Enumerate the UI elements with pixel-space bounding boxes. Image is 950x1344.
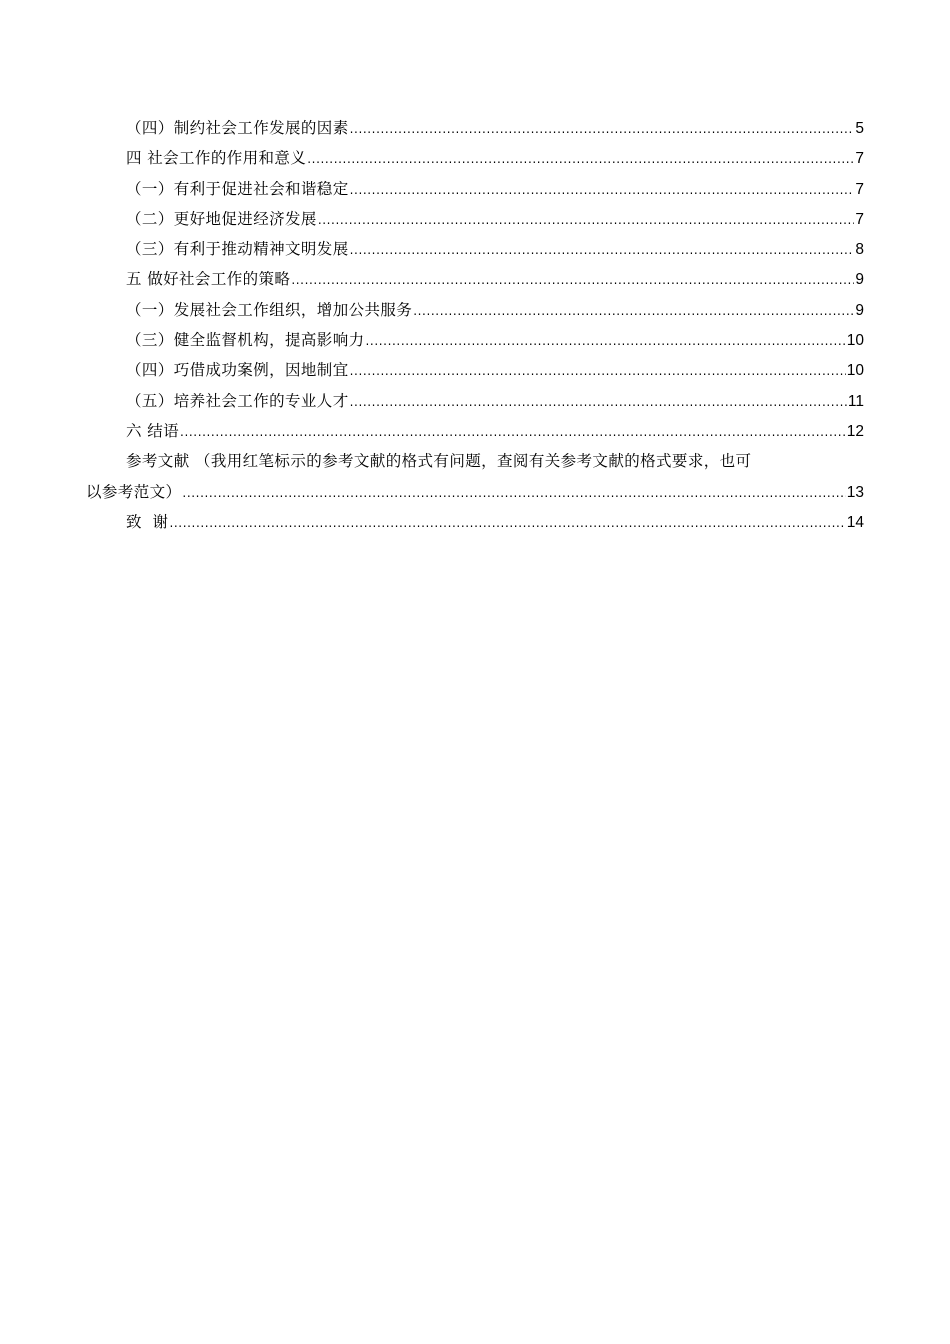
toc-leader-dots [180,417,846,447]
toc-entry-label: 致 谢 [126,512,169,531]
toc-entry-page: 7 [855,150,864,168]
toc-entry-label: （四）巧借成功案例，因地制宜 [126,361,349,380]
toc-leader-dots [350,235,855,265]
toc-entry-label: 六 结语 [126,421,180,440]
toc-entry-label: 以参考范文） [86,482,182,501]
toc-entry-references-line1[interactable] [86,446,864,476]
toc-entry-page: 11 [847,392,864,410]
toc-entry[interactable] [86,386,864,416]
toc-leader-dots [366,326,846,356]
toc-leader-dots [350,175,855,205]
toc-entry[interactable] [86,416,864,446]
toc-entry-label: （一）有利于促进社会和谐稳定 [126,179,349,198]
toc-entry[interactable] [86,355,864,385]
toc-entry[interactable] [86,234,864,264]
table-of-contents [86,113,864,537]
toc-entry-page: 9 [855,271,864,289]
toc-entry-thanks[interactable] [86,507,864,537]
toc-leader-dots [291,265,854,295]
toc-entry-label: （二）更好地促进经济发展 [126,209,317,228]
toc-entry[interactable] [86,295,864,325]
toc-leader-dots [350,114,855,144]
toc-entry-page: 14 [846,513,864,531]
toc-entry-label: （四）制约社会工作发展的因素 [126,119,349,137]
toc-leader-dots [169,508,845,538]
toc-leader-dots [182,478,845,508]
toc-entry-label: 四 社会工作的作用和意义 [126,149,307,168]
toc-entry[interactable] [86,204,864,234]
toc-entry-page: 8 [855,241,864,259]
toc-entry[interactable] [86,113,864,143]
toc-entry-references-line2[interactable] [86,477,864,507]
toc-leader-dots [413,296,854,326]
toc-entry-page: 7 [855,210,864,228]
toc-entry-label: （三）有利于推动精神文明发展 [126,240,349,259]
toc-entry-label: 参考文献 （我用红笔标示的参考文献的格式有问题，查阅有关参考文献的格式要求，也可 [126,452,752,471]
toc-leader-dots [307,144,854,174]
toc-leader-dots [318,205,855,235]
toc-entry[interactable] [86,264,864,294]
toc-entry-page: 7 [855,180,864,198]
toc-entry[interactable] [86,174,864,204]
toc-entry-label: 五 做好社会工作的策略 [126,270,291,289]
toc-entry[interactable] [86,325,864,355]
toc-entry[interactable] [86,143,864,173]
toc-entry-page: 5 [855,120,864,137]
toc-entry-page: 9 [855,301,864,319]
toc-entry-page: 12 [846,422,864,440]
toc-entry-label: （一）发展社会工作组织，增加公共服务 [126,300,413,319]
toc-entry-page: 10 [846,332,864,350]
toc-leader-dots [350,356,846,386]
toc-entry-label: （五）培养社会工作的专业人才 [126,391,349,410]
toc-entry-label: （三）健全监督机构，提高影响力 [126,331,365,350]
toc-leader-dots [350,387,847,417]
toc-entry-page: 10 [846,362,864,380]
toc-entry-page: 13 [846,483,864,501]
